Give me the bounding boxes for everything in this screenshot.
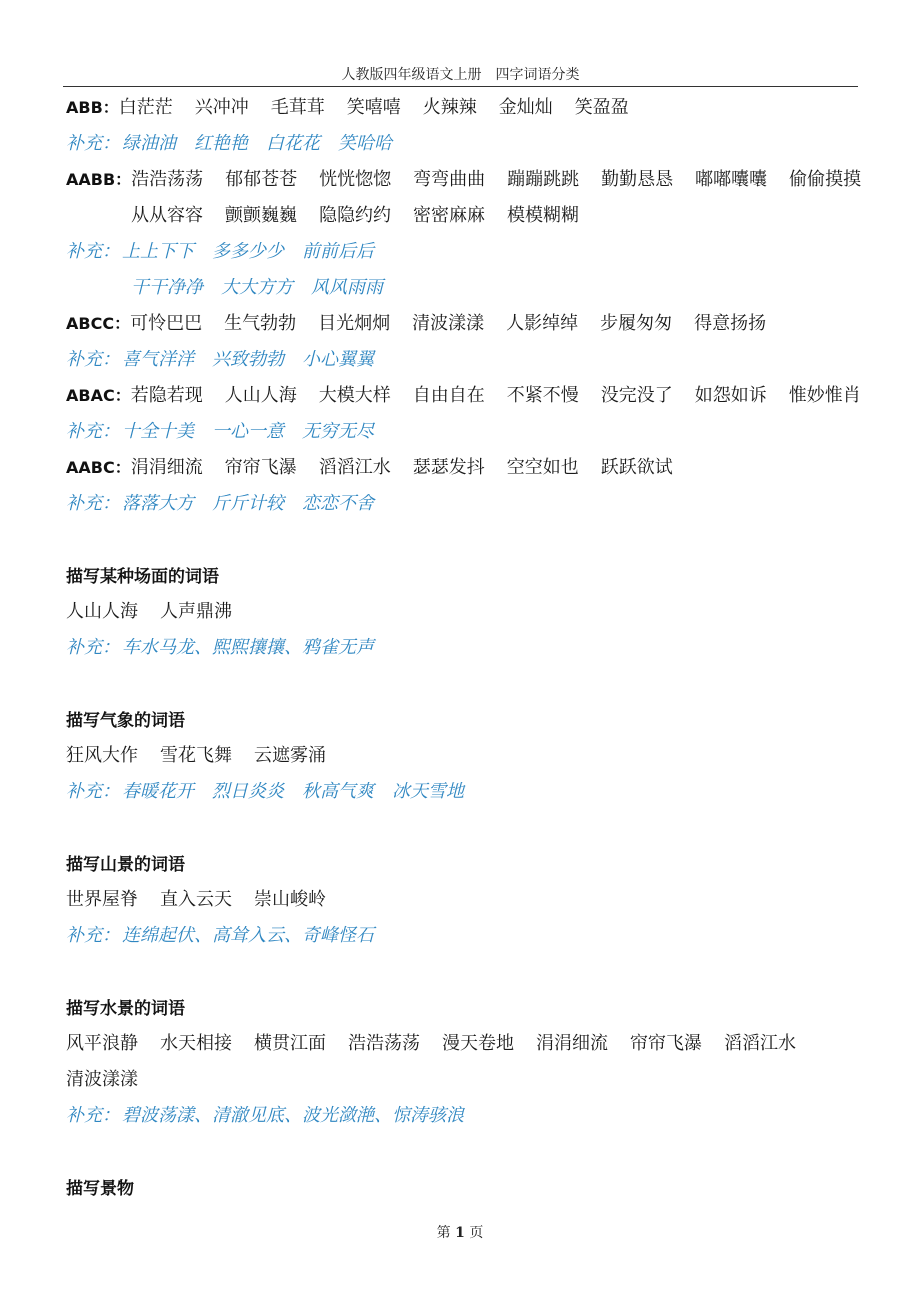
word-item: 崇山峻岭 [254,889,326,910]
word-item: 十全十美 [122,421,194,442]
word-row [66,196,866,232]
supplement-label: 补充： [66,493,120,514]
word-item: 人影绰绰 [506,313,579,334]
supplement-row [66,124,866,160]
supplement-row [66,628,866,664]
word-row [66,1060,866,1096]
word-item: 云遮雾涌 [254,745,326,766]
page-number: 1 [455,1225,465,1241]
word-item: 从从容容 [131,205,203,226]
word-item: 人山人海 [66,601,138,622]
word-row [66,880,866,916]
supplement-label: 补充： [66,349,120,370]
word-item: 清波漾漾 [412,313,485,334]
section-heading: 描写景物 [66,1178,134,1199]
word-item: 春暖花开 [122,781,194,802]
supplement-label: 补充： [66,637,120,658]
word-row [66,304,866,340]
pattern-tag: ABAC： [66,385,131,405]
section-heading: 描写山景的词语 [66,854,185,875]
word-row [66,88,866,124]
word-item: 如怨如诉 [694,385,767,406]
word-item: 自由自在 [412,385,485,406]
word-item: 毛茸茸 [270,97,325,118]
word-item: 恍恍惚惚 [319,169,392,190]
word-item: 上上下下 [122,241,194,262]
word-item: 涓涓细流 [536,1033,608,1054]
pattern-tag: ABB： [66,97,119,117]
word-item: 目光炯炯 [318,313,391,334]
word-item: 滔滔江水 [724,1033,796,1054]
section-heading: 描写某种场面的词语 [66,566,219,587]
word-item: 可怜巴巴 [130,313,203,334]
word-item: 兴致勃勃 [212,349,284,370]
word-item: 颤颤巍巍 [225,205,297,226]
word-item: 烈日炎炎 [212,781,284,802]
word-item: 秋高气爽 [302,781,374,802]
supplement-text: 车水马龙、熙熙攘攘、鸦雀无声 [122,637,374,658]
word-item: 兴冲冲 [194,97,249,118]
word-item: 得意扬扬 [694,313,767,334]
pattern-tag: AABB： [66,169,132,189]
word-item: 密密麻麻 [413,205,485,226]
word-item: 狂风大作 [66,745,138,766]
word-item: 笑嘻嘻 [346,97,401,118]
word-item: 火辣辣 [422,97,477,118]
word-row [66,160,866,196]
word-item: 白茫茫 [118,97,173,118]
pattern-tag: ABCC： [66,313,131,333]
supplement-row [66,484,866,520]
header-title: 人教版四年级语文上册 四字词语分类 [341,67,580,83]
word-item: 没完没了 [600,385,673,406]
word-item: 蹦蹦跳跳 [507,169,580,190]
word-item: 嘟嘟囔囔 [695,169,768,190]
word-item: 瑟瑟发抖 [412,457,485,478]
supplement-label: 补充： [66,241,120,262]
pattern-tag: AABC： [66,457,131,477]
section-heading: 描写水景的词语 [66,998,185,1019]
word-item: 清波漾漾 [66,1069,138,1090]
word-item: 世界屋脊 [66,889,138,910]
word-row [66,376,866,412]
word-item: 若隐若现 [130,385,203,406]
word-item: 弯弯曲曲 [413,169,486,190]
word-item: 水天相接 [160,1033,232,1054]
word-item: 一心一意 [212,421,284,442]
word-item: 喜气洋洋 [122,349,194,370]
word-item: 绿油油 [122,133,176,154]
word-item: 多多少少 [212,241,284,262]
supplement-label: 补充： [66,133,120,154]
page-header [63,64,858,87]
supplement-row [66,916,866,952]
word-item: 跃跃欲试 [600,457,673,478]
word-item: 笑盈盈 [574,97,629,118]
word-row [66,448,866,484]
word-item: 隐隐约约 [319,205,391,226]
supplement-row [66,1096,866,1132]
word-item: 涓涓细流 [130,457,203,478]
word-item: 风平浪静 [66,1033,138,1054]
word-row [66,592,866,628]
word-item: 帘帘飞瀑 [224,457,297,478]
word-item: 漫天卷地 [442,1033,514,1054]
word-item: 横贯江面 [254,1033,326,1054]
supplement-label: 补充： [66,781,120,802]
word-item: 不紧不慢 [506,385,579,406]
word-item: 干干净净 [131,277,203,298]
section-spacer [66,664,866,700]
supplement-text: 碧波荡漾、清澈见底、波光潋滟、惊涛骇浪 [122,1105,464,1126]
word-item: 白花花 [266,133,320,154]
footer-prefix: 第 [436,1225,451,1241]
supplement-row [66,340,866,376]
section-spacer [66,520,866,556]
supplement-row [66,268,866,304]
section-spacer [66,952,866,988]
document-body [66,88,866,1204]
word-item: 模模糊糊 [507,205,579,226]
supplement-row [66,772,866,808]
word-item: 滔滔江水 [318,457,391,478]
footer-suffix: 页 [469,1225,484,1241]
word-item: 风风雨雨 [311,277,383,298]
word-item: 步履匆匆 [600,313,673,334]
word-row [66,1024,866,1060]
word-item: 笑哈哈 [338,133,392,154]
word-item: 空空如也 [506,457,579,478]
word-item: 金灿灿 [498,97,553,118]
word-row [66,736,866,772]
word-item: 大大方方 [221,277,293,298]
word-item: 小心翼翼 [302,349,374,370]
word-item: 生气勃勃 [224,313,297,334]
word-item: 郁郁苍苍 [225,169,298,190]
word-item: 人声鼎沸 [160,601,232,622]
word-item: 浩浩荡荡 [348,1033,420,1054]
supplement-text: 连绵起伏、高耸入云、奇峰怪石 [122,925,374,946]
word-item: 直入云天 [160,889,232,910]
supplement-label: 补充： [66,421,120,442]
word-item: 偷偷摸摸 [789,169,862,190]
word-item: 恋恋不舍 [302,493,374,514]
supplement-row [66,232,866,268]
word-item: 帘帘飞瀑 [630,1033,702,1054]
word-item: 红艳艳 [194,133,248,154]
section-spacer [66,808,866,844]
page-footer [0,1222,920,1242]
supplement-label: 补充： [66,1105,120,1126]
word-item: 斤斤计较 [212,493,284,514]
word-item: 冰天雪地 [392,781,464,802]
word-item: 惟妙惟肖 [788,385,861,406]
word-item: 无穷无尽 [302,421,374,442]
supplement-row [66,412,866,448]
section-heading: 描写气象的词语 [66,710,185,731]
supplement-label: 补充： [66,925,120,946]
word-item: 人山人海 [224,385,297,406]
word-item: 大模大样 [318,385,391,406]
word-item: 浩浩荡荡 [131,169,204,190]
word-item: 勤勤恳恳 [601,169,674,190]
word-item: 前前后后 [302,241,374,262]
word-item: 雪花飞舞 [160,745,232,766]
section-spacer [66,1132,866,1168]
word-item: 落落大方 [122,493,194,514]
